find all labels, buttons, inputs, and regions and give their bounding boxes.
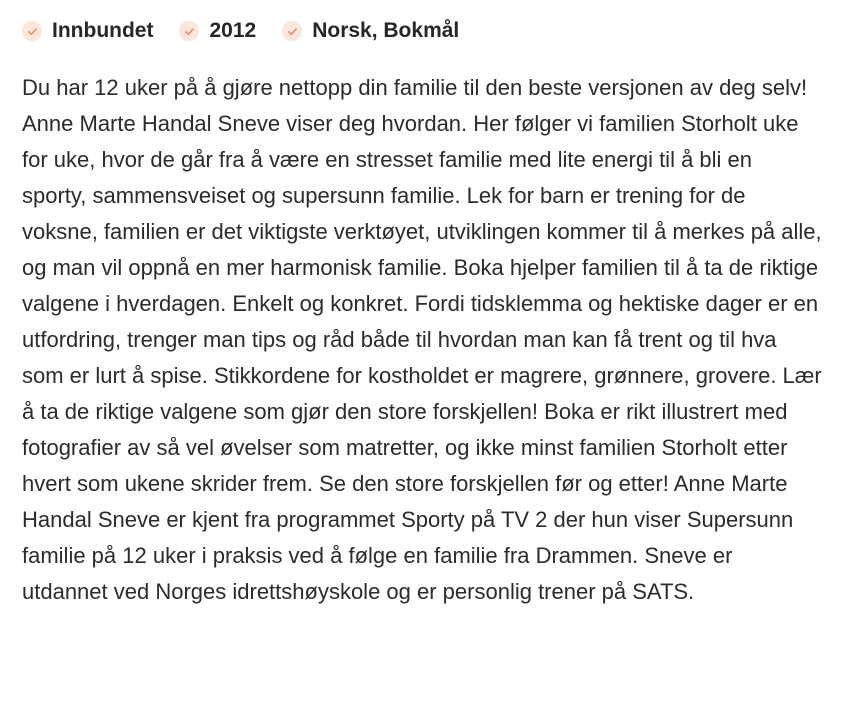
attribute-language bbox=[282, 19, 459, 43]
check-icon bbox=[22, 21, 42, 41]
attribute-language-label: Norsk, Bokmål bbox=[312, 19, 460, 42]
product-description: Du har 12 uker på å gjøre nettopp din familie til den beste versjonen av deg selv! Anne Marte Handal Sneve viser deg hvordan. Her følger vi familien Storholt uke for uke, hvor de går fra å være en stresset familie med lite energi til å bli en sporty, sammensveiset og supersunn familie. Lek for barn er trening for de voksne, familien er det viktigste verktøyet, utviklingen kommer til å merkes på alle, og man vil oppnå en mer harmonisk familie. Boka hjelper familien til å ta de riktige valgene i hverdagen. Enkelt og konkret. Fordi tidsklemma og hektiske dager er en utfordring, trenger man tips og råd både til hvordan man kan få trent og til hva som er lurt å spise. Stikkordene for kostholdet er magrere, grønnere, grovere. Lær å ta de riktige valgene som gjør den store forskjellen! Boka er rikt illustrert med fotografier av så vel øvelser som matretter, og ikke minst familien Storholt etter hvert som ukene skrider frem. Se den store forskjellen før og etter! Anne Marte Handal Sneve er kjent fra programmet Sporty på TV 2 der hun viser Supersunn familie på 12 uker i praksis ved å følge en familie fra Drammen. Sneve er utdannet ved Norges idrettshøyskole og er personlig trener på SATS. bbox=[22, 75, 822, 604]
check-icon bbox=[282, 21, 302, 41]
attribute-year bbox=[179, 19, 256, 43]
attribute-year-label: 2012 bbox=[209, 19, 257, 42]
attribute-binding-label: Innbundet bbox=[52, 19, 154, 42]
check-icon bbox=[179, 21, 199, 41]
product-attributes bbox=[22, 14, 824, 48]
attribute-binding bbox=[22, 19, 153, 43]
